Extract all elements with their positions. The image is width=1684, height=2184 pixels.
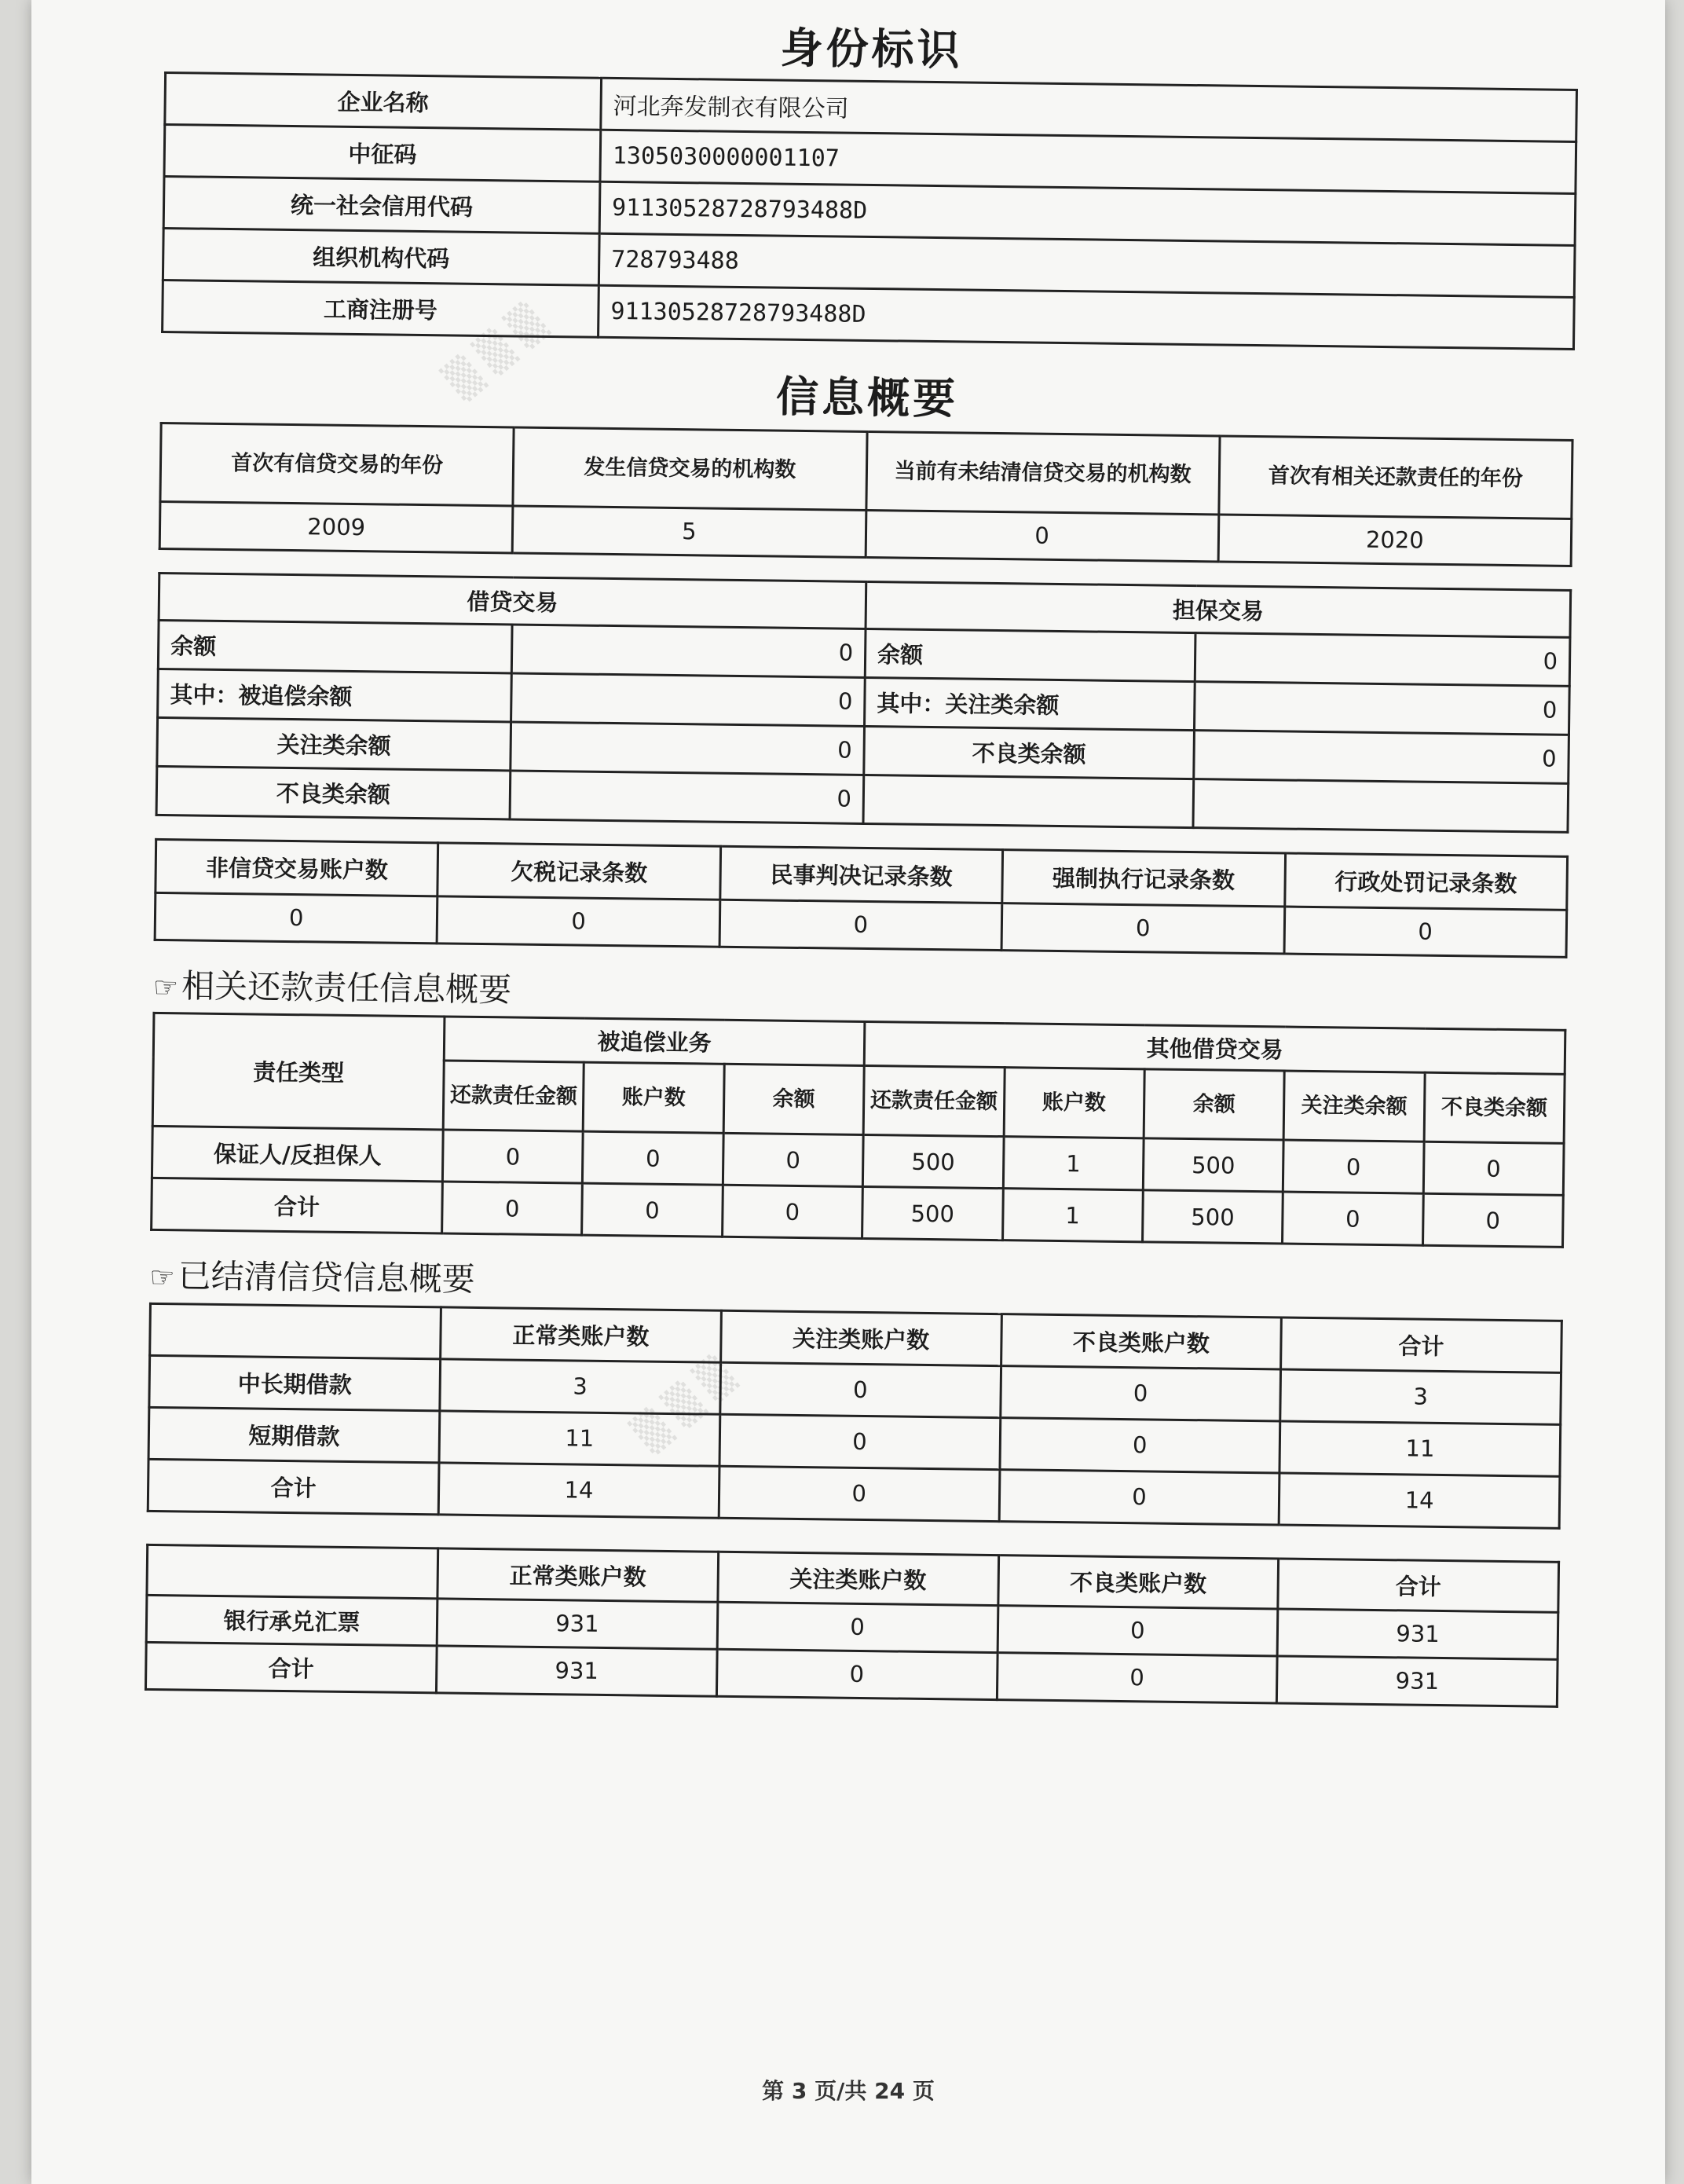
repayment-sub-header: 余额 <box>723 1064 864 1134</box>
settled-cell: 3 <box>1280 1369 1561 1424</box>
repayment-cell: 0 <box>442 1182 583 1235</box>
page-number: 第 3 页/共 24 页 <box>762 2078 935 2104</box>
identity-value: 91130528728793488D <box>599 285 1575 349</box>
repayment-cell: 0 <box>442 1130 583 1183</box>
bills-cell: 0 <box>716 1649 997 1699</box>
repayment-sub-header: 还款责任金额 <box>443 1061 584 1131</box>
credit-row-value: 0 <box>510 771 864 823</box>
settled-cell: 14 <box>1279 1473 1560 1528</box>
repayment-sub-header: 账户数 <box>1004 1068 1144 1138</box>
settled-cell: 0 <box>999 1469 1280 1524</box>
identity-label: 中征码 <box>164 124 601 181</box>
repayment-cell: 500 <box>862 1135 1003 1189</box>
watermark-stamp: ▒ ▒ ▒ <box>438 299 552 405</box>
settled-row-label: 短期借款 <box>148 1407 440 1463</box>
summary-table <box>159 422 1574 567</box>
repayment-sub-header: 余额 <box>1144 1069 1284 1140</box>
balance-table <box>156 572 1572 834</box>
empty-cell <box>863 775 1194 827</box>
repayment-cell: 0 <box>1283 1140 1424 1193</box>
repayment-sub-header: 关注类余额 <box>1283 1071 1424 1141</box>
noncredit-header: 强制执行记录条数 <box>1002 849 1285 906</box>
bills-cell: 0 <box>997 1652 1277 1702</box>
repayment-group-header: 被追偿业务 <box>444 1017 865 1066</box>
summary-value: 0 <box>866 510 1219 561</box>
repayment-type-header: 责任类型 <box>152 1013 445 1130</box>
settled-cell: 0 <box>999 1417 1280 1472</box>
noncredit-header: 民事判决记录条数 <box>720 846 1003 903</box>
bills-cell: 931 <box>1277 1609 1558 1659</box>
noncredit-header: 非信贷交易账户数 <box>156 839 438 896</box>
repayment-row-label: 合计 <box>152 1178 443 1234</box>
noncredit-header: 行政处罚记录条数 <box>1284 853 1567 910</box>
bills-cell: 931 <box>1277 1656 1558 1706</box>
credit-row-label: 其中：被追偿余额 <box>158 669 512 721</box>
watermark-stamp: ▒ ▒ ▒ <box>627 1352 741 1457</box>
credit-row-value: 0 <box>511 673 866 726</box>
settled-row-label: 中长期借款 <box>149 1355 441 1411</box>
noncredit-header: 欠税记录条数 <box>437 842 720 899</box>
credit-row-label: 关注类余额 <box>157 717 511 770</box>
bills-header: 关注类账户数 <box>718 1552 999 1605</box>
settled-cell: 0 <box>720 1362 1001 1417</box>
identity-value: 91130528728793488D <box>599 181 1576 245</box>
settled-cell: 14 <box>438 1463 719 1518</box>
summary-value: 2020 <box>1218 515 1572 566</box>
report-page <box>31 0 1665 2184</box>
bills-header: 不良类账户数 <box>998 1555 1279 1608</box>
repayment-sub-header: 不良类余额 <box>1424 1072 1565 1143</box>
bills-cell: 931 <box>437 1599 717 1649</box>
credit-row-label: 余额 <box>158 620 512 672</box>
summary-header: 首次有信贷交易的年份 <box>160 423 514 505</box>
identity-table <box>161 71 1578 350</box>
identity-label: 组织机构代码 <box>163 228 599 285</box>
bills-cell: 0 <box>998 1605 1278 1655</box>
report-content <box>145 16 1579 1708</box>
empty-cell <box>147 1545 438 1599</box>
noncredit-value: 0 <box>719 900 1002 950</box>
settled-header: 关注类账户数 <box>720 1310 1001 1365</box>
guarantee-row-label: 余额 <box>865 628 1195 681</box>
settled-cell: 0 <box>719 1466 1000 1521</box>
repayment-cell: 0 <box>1422 1193 1563 1247</box>
summary-header: 当前有未结清信贷交易的机构数 <box>866 431 1219 514</box>
repayment-sub-header: 还款责任金额 <box>863 1066 1004 1137</box>
identity-value: 1305030000001107 <box>600 130 1576 193</box>
repayment-cell: 1 <box>1002 1189 1143 1242</box>
credit-header: 借贷交易 <box>159 573 866 628</box>
pointing-hand-icon: ☞ <box>152 971 179 1004</box>
guarantee-row-label: 不良类余额 <box>864 726 1195 779</box>
bills-table <box>145 1544 1560 1708</box>
guarantee-row-value: 0 <box>1195 632 1570 686</box>
summary-header: 发生信贷交易的机构数 <box>513 427 866 510</box>
repayment-row-label: 保证人/反担保人 <box>152 1127 443 1182</box>
settled-table <box>147 1303 1563 1530</box>
settled-cell: 0 <box>719 1414 1001 1469</box>
repayment-group-header: 其他借贷交易 <box>864 1022 1565 1075</box>
settled-cell: 3 <box>440 1359 721 1414</box>
summary-header: 首次有相关还款责任的年份 <box>1219 436 1572 519</box>
settled-title: 已结清信贷信息概要 <box>178 1256 475 1299</box>
settled-header: 不良类账户数 <box>1001 1314 1282 1369</box>
guarantee-header: 担保交易 <box>866 581 1571 637</box>
empty-cell <box>1193 779 1569 832</box>
pointing-hand-icon: ☞ <box>149 1262 175 1295</box>
summary-value: 2009 <box>159 501 513 552</box>
repayment-cell: 0 <box>1283 1192 1423 1245</box>
guarantee-row-value: 0 <box>1195 681 1570 735</box>
bills-cell: 931 <box>436 1646 716 1696</box>
bills-cell: 0 <box>717 1602 998 1652</box>
repayment-title: 相关还款责任信息概要 <box>181 966 512 1010</box>
credit-row-value: 0 <box>511 625 866 677</box>
settled-cell: 11 <box>1279 1421 1561 1476</box>
identity-value: 河北奔发制衣有限公司 <box>601 78 1577 141</box>
repayment-sub-header: 账户数 <box>584 1062 724 1133</box>
repayment-cell: 0 <box>583 1131 723 1185</box>
noncredit-value: 0 <box>155 892 437 943</box>
noncredit-value: 0 <box>1001 903 1284 953</box>
identity-label: 工商注册号 <box>163 280 599 337</box>
empty-cell <box>150 1303 441 1359</box>
repayment-cell: 500 <box>1143 1138 1283 1192</box>
noncredit-table <box>154 838 1569 958</box>
identity-title: 身份标识 <box>780 23 963 75</box>
noncredit-value: 0 <box>437 896 719 946</box>
settled-row-label: 合计 <box>148 1459 439 1515</box>
repayment-cell: 0 <box>722 1185 862 1238</box>
identity-value: 728793488 <box>599 233 1575 297</box>
settled-cell: 0 <box>1000 1365 1281 1420</box>
credit-row-value: 0 <box>511 722 865 775</box>
identity-label: 统一社会信用代码 <box>163 176 600 233</box>
summary-title: 信息概要 <box>775 372 959 424</box>
bills-row-label: 银行承兑汇票 <box>146 1595 437 1646</box>
repayment-cell: 0 <box>723 1133 863 1186</box>
repayment-cell: 1 <box>1003 1137 1144 1190</box>
guarantee-row-value: 0 <box>1194 730 1569 783</box>
settled-header: 合计 <box>1281 1317 1562 1372</box>
summary-value: 5 <box>512 506 866 557</box>
bills-header: 正常类账户数 <box>437 1548 719 1602</box>
noncredit-value: 0 <box>1284 907 1567 957</box>
repayment-cell: 0 <box>582 1183 723 1237</box>
bills-header: 合计 <box>1278 1559 1559 1612</box>
settled-header: 正常类账户数 <box>441 1307 722 1362</box>
repayment-table <box>150 1012 1566 1248</box>
identity-label: 企业名称 <box>165 72 602 130</box>
repayment-cell: 500 <box>1142 1190 1283 1244</box>
repayment-cell: 500 <box>862 1187 1003 1240</box>
bills-row-label: 合计 <box>145 1642 437 1693</box>
guarantee-row-label: 其中：关注类余额 <box>865 677 1195 730</box>
settled-cell: 11 <box>439 1411 720 1466</box>
repayment-cell: 0 <box>1423 1141 1564 1195</box>
credit-row-label: 不良类余额 <box>156 766 511 819</box>
